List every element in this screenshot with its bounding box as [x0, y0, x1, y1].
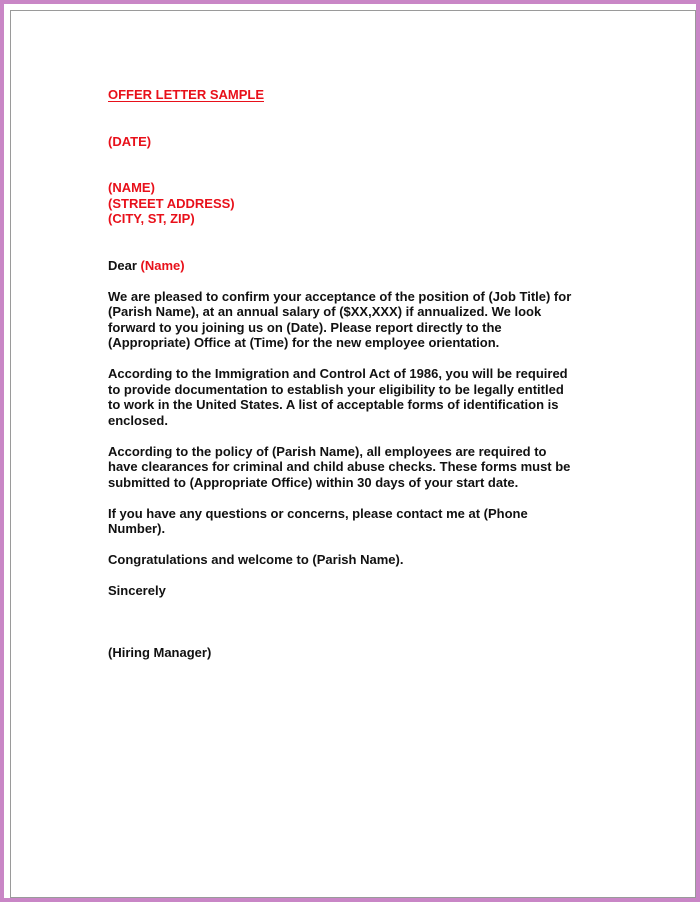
- paragraph-line: (Appropriate) Office at (Time) for the new employee orientation.: [108, 335, 500, 350]
- paragraph-line: to work in the United States. A list of acceptable forms of identification is: [108, 397, 559, 412]
- recipient-address: [108, 180, 608, 227]
- paragraph-contact: [108, 506, 608, 537]
- paragraph-line: enclosed.: [108, 412, 168, 428]
- paragraph-line: Congratulations and welcome to (Parish Name).: [108, 552, 404, 567]
- salutation-prefix: Dear: [108, 257, 141, 273]
- paragraph-line: submitted to (Appropriate Office) within 30 days of your start date.: [108, 474, 519, 490]
- paragraph-line: have clearances for criminal and child abuse checks. These forms must be: [108, 459, 571, 474]
- salutation: [108, 258, 608, 274]
- paragraph-line: to provide documentation to establish your eligibility to be legally entitled: [108, 381, 564, 397]
- letter-title: OFFER LETTER SAMPLE: [108, 87, 264, 102]
- salutation-name: (Name): [140, 257, 185, 273]
- paragraph-congratulations: [108, 552, 608, 568]
- closing: Sincerely: [108, 583, 166, 598]
- recipient-name: (NAME): [108, 180, 155, 195]
- letter-date: (DATE): [108, 133, 152, 149]
- recipient-street: (STREET ADDRESS): [108, 195, 235, 211]
- paragraph-line: According to the policy of (Parish Name), all employees are required to: [108, 443, 547, 459]
- paragraph-line: (Parish Name), at an annual salary of ($XX,XXX) if annualized. We look: [108, 304, 542, 319]
- paragraph-acceptance: [108, 289, 608, 351]
- paragraph-immigration: [108, 366, 608, 428]
- paragraph-line: forward to you joining us on (Date). Please report directly to the: [108, 319, 502, 335]
- paragraph-line: According to the Immigration and Control Act of 1986, you will be required: [108, 366, 568, 381]
- recipient-city: (CITY, ST, ZIP): [108, 211, 195, 226]
- paragraph-line: Number).: [108, 521, 166, 536]
- paragraph-line: If you have any questions or concerns, please contact me at (Phone: [108, 505, 528, 521]
- signature: (Hiring Manager): [108, 645, 212, 660]
- paragraph-clearances: [108, 444, 608, 491]
- offer-letter: [108, 87, 608, 661]
- paragraph-line: We are pleased to confirm your acceptance of the position of (Job Title) for: [108, 288, 572, 304]
